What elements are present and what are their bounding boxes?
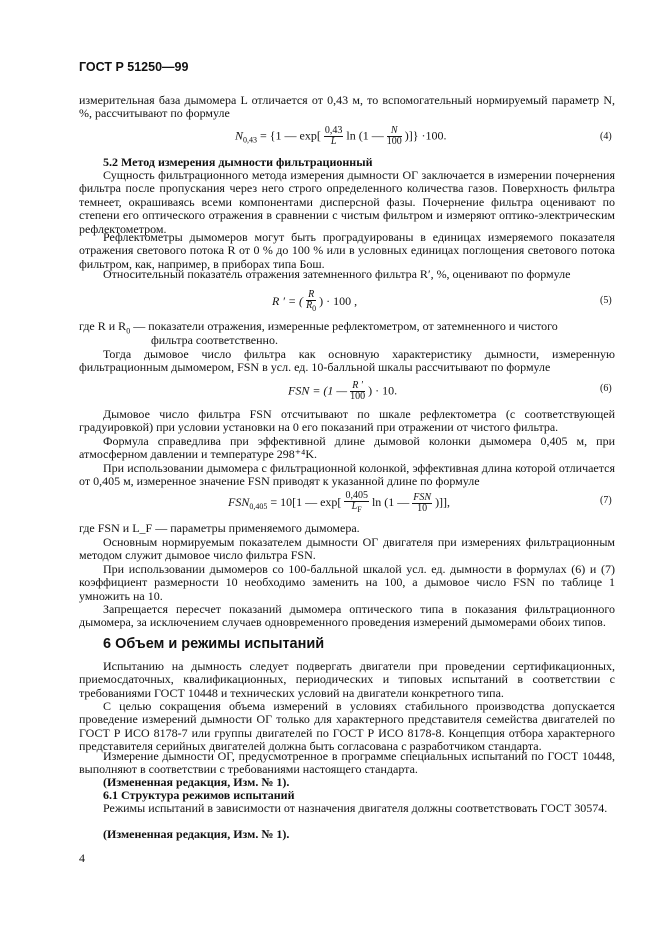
page-number: 4 <box>79 851 85 865</box>
section-6-1-title: 6.1 Структура режимов испытаний <box>103 788 295 802</box>
paragraph: Запрещается пересчет показаний дымомера оптического типа в показания фильтрационного дымомера, за исключением случаев одновременного проведения измерений дымомерами обоих типов. <box>79 602 615 630</box>
paragraph: измерительная база дымомера L отличается от 0,43 м, то вспомогательный нормируемый параметр N, %, рассчитывают по формуле <box>79 93 615 121</box>
paragraph: Основным нормируемым показателем дымности ОГ двигателя при измерениях фильтрационным методом служит дымовое число фильтра FSN. <box>79 535 615 563</box>
paragraph: Рефлектометры дымомеров могут быть проградуированы в единицах измеряемого показателя отражения светового потока R от 0 % до 100 % или в условных единицах поглощения светового потока фильтром, как, например, в приборах типа Бош. <box>79 230 615 271</box>
formula-5: R ′ = ( $\frac{R}{R_0}$ ) · 100 , <box>272 289 358 313</box>
formula-7-number: (7) <box>600 495 612 506</box>
paragraph: Дымовое число фильтра FSN отсчитывают по шкале рефлектометра (с соответствующей градуировкой) при условии установки на 0 его показаний при отражении от чистого фильтра. <box>79 407 615 435</box>
where-clause-cont: фильтра соответственно. <box>151 333 278 347</box>
formula-7: $FSN_{0,405} = 10[1$ — exp[ $\frac{0,405}{L_F}$ ln (1 — $\frac{\text{FSN}}{10}$ )]], <box>228 490 451 514</box>
where-clause: где R и $R_0$ — показатели отражения, измеренные рефлектометром, от затемненного и чистого <box>79 319 558 336</box>
paragraph: Испытанию на дымность следует подвергать двигатели при проведении сертификационных, приемосдаточных, квалификационных, периодических и типовых испытаний в соответствии с требованиями ГОСТ 10448 и технических условий на двигатели конкретного типа. <box>79 659 615 700</box>
where-clause: где FSN и L_F — параметры применяемого дымомера. <box>79 521 360 535</box>
formula-6: FSN = (1 — $\frac{R '}{100}$ ) · 10. <box>288 380 398 402</box>
paragraph: Сущность фильтрационного метода измерения дымности ОГ заключается в измерении почернения фильтра после пропускания через него строго определенного количества газов. Поверхность фильтра темнеет, окрашиваясь всеми компонентами дисперсной фазы. Почернение фильтра оценивают по степени его оптического отражения в сравнении с чистым фильтром и измеряют оптико-электрическим рефлектометром. <box>79 168 615 236</box>
formula-4-number: (4) <box>600 131 612 142</box>
formula-5-number: (5) <box>600 295 612 306</box>
edit-note: (Измененная редакция, Изм. № 1). <box>103 827 290 841</box>
document-header: ГОСТ Р 51250—99 <box>79 60 189 74</box>
paragraph: Формула справедлива при эффективной длине дымовой колонки дымомера 0,405 м, при атмосферном давлении и температуре 298⁺⁴K. <box>79 434 615 462</box>
paragraph: Режимы испытаний в зависимости от назначения двигателя должны соответствовать ГОСТ 30574. <box>103 801 608 815</box>
paragraph: Относительный показатель отражения затемненного фильтра R′, %, оценивают по формуле <box>103 267 571 281</box>
paragraph: При использовании дымомеров со 100-балльной шкалой усл. ед. дымности в формулах (6) и (7) коэффициент размерности 10 необходимо заменить на 100, а дымовое число FSN по таблице 1 умножить на 10. <box>79 562 615 603</box>
paragraph: Измерение дымности ОГ, предусмотренное в программе специальных испытаний по ГОСТ 10448, выполняют в соответствии с требованиями настоящего стандарта. <box>79 749 615 777</box>
section-6-title: 6 Объем и режимы испытаний <box>103 636 325 652</box>
formula-4: $N_{0,43} = \{1$ — exp[ $\frac{0,43}{L}$ ln (1 — $\frac{N}{100}$ )]} ·100. <box>235 125 447 147</box>
edit-note: (Измененная редакция, Изм. № 1). <box>103 775 290 789</box>
paragraph: При использовании дымомера с фильтрационной колонкой, эффективная длина которой отличается от 0,405 м, измеренное значение FSN приводят к указанной длине по формуле <box>79 461 615 489</box>
paragraph: Тогда дымовое число фильтра как основную характеристику дымности, измеренную фильтрационным дымомером, FSN в усл. ед. 10-балльной шкалы рассчитывают по формуле <box>79 347 615 375</box>
formula-6-number: (6) <box>600 383 612 394</box>
section-5-2-title: 5.2 Метод измерения дымности фильтрационный <box>103 155 373 169</box>
paragraph: С целью сокращения объема измерений в условиях стабильного производства допускается проведение измерений дымности ОГ только для характерного представителя семейства двигателей по ГОСТ Р ИСО 8178-7 или группы двигателей по ГОСТ Р ИСО 8178-8. Концепция отбора характерного представителя серийных двигателей должна быть согласована с разработчиком стандарта. <box>79 699 615 754</box>
